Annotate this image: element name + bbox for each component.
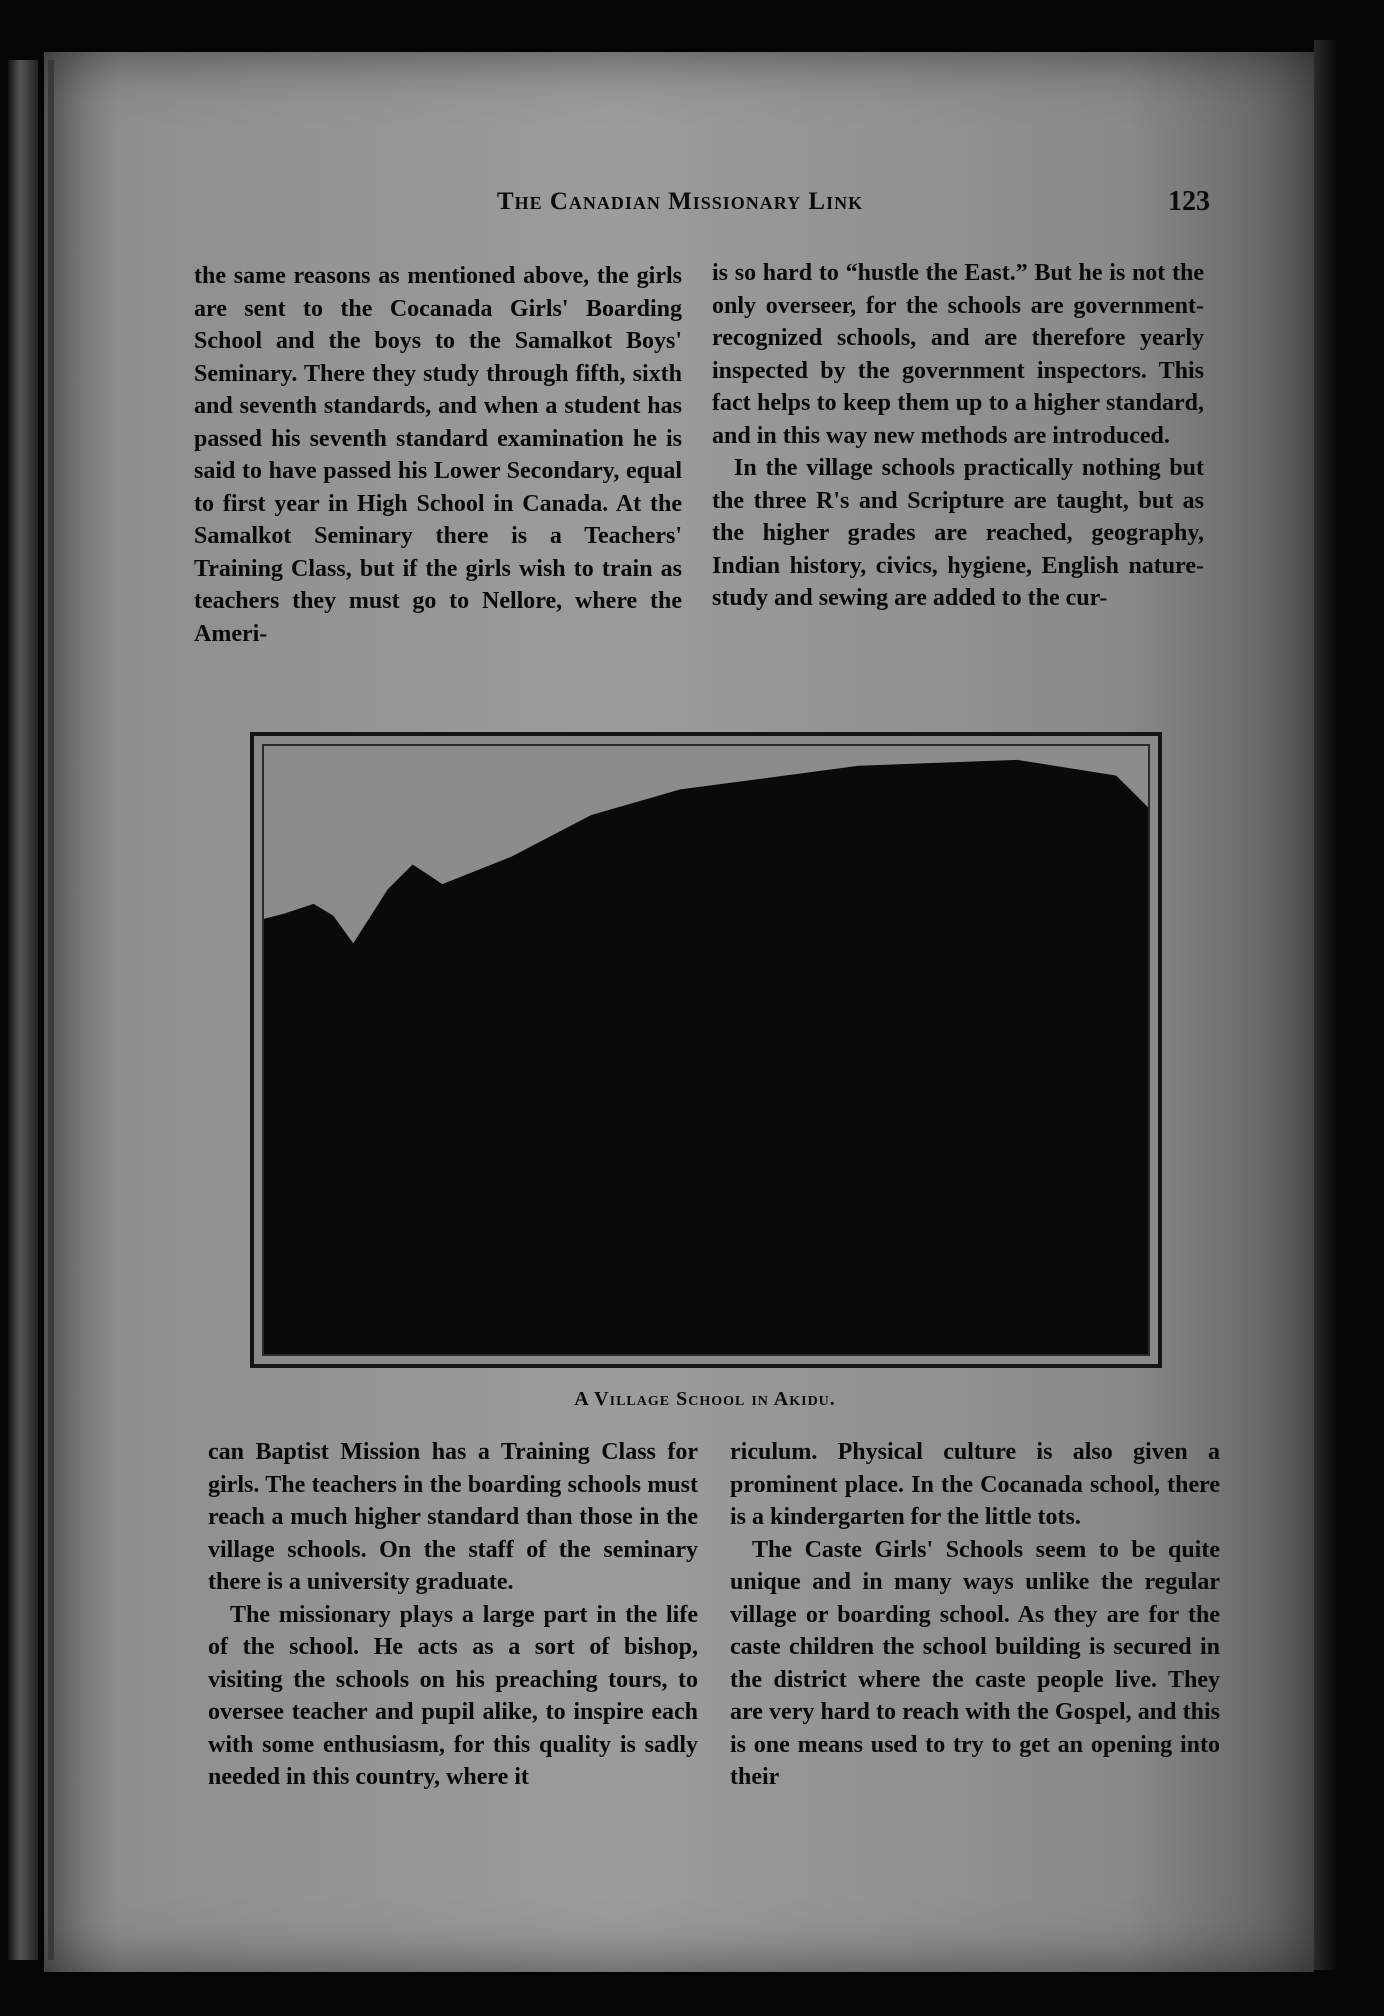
- paragraph: is so hard to “hustle the East.” But he is not the only overseer, for the schools are government-recognized schools, and are therefore yearly inspected by the government inspectors. This fact helps to keep them up to a higher standard, and in this way new methods are introduced.: [712, 260, 1204, 449]
- text-column-bottom-right: [730, 1436, 1220, 1794]
- village-school-photograph: [262, 744, 1150, 1356]
- photograph-frame: [250, 732, 1162, 1368]
- page-edge-shadow: [1314, 40, 1336, 1970]
- book-spine: [8, 60, 38, 1960]
- page-number: 123: [1168, 186, 1210, 217]
- gutter-line: [48, 60, 54, 1960]
- paragraph: riculum. Physical culture is also given a prominent place. In the Cocanada school, there is a kindergarten for the little tots.: [730, 1439, 1220, 1530]
- paragraph: In the village schools practically nothing but the three R's and Scripture are taught, but as the higher grades are reached, geography, Indian history, civics, hygiene, English nature-study and sewing are added to the cur-: [712, 455, 1204, 611]
- paragraph: the same reasons as mentioned above, the girls are sent to the Cocanada Girls' Boarding School and the boys to the Samalkot Boys' Seminary. There they study through fifth, sixth and seventh standards, and when a student has passed his seventh standard examination he is said to have passed his Lower Secondary, equal to first year in High School in Canada. At the Samalkot Seminary there is a Teachers' Training Class, but if the girls wish to train as teachers they must go to Nellore, where the Ameri-: [194, 263, 682, 647]
- text-column-top-right: [712, 257, 1204, 615]
- photograph-silhouette: [264, 746, 1148, 1354]
- running-title: The Canadian Missionary Link: [496, 188, 864, 215]
- photo-caption: A Village School in Akidu.: [574, 1388, 836, 1410]
- paragraph: can Baptist Mission has a Training Class for girls. The teachers in the boarding schools must reach a much higher standard than those in the village schools. On the staff of the seminary there is a university graduate.: [208, 1439, 698, 1595]
- text-column-top-left: [194, 260, 682, 650]
- text-column-bottom-left: [208, 1436, 698, 1794]
- paragraph: The missionary plays a large part in the life of the school. He acts as a sort of bishop, visiting the schools on his preaching tours, to oversee teacher and pupil alike, to inspire each with some enthusiasm, for this quality is sadly needed in this country, where it: [208, 1601, 698, 1790]
- paragraph: The Caste Girls' Schools seem to be quite unique and in many ways unlike the regular village or boarding school. As they are for the caste children the school building is secured in the district where the caste people live. They are very hard to reach with the Gospel, and this is one means used to try to get an opening into their: [730, 1536, 1220, 1790]
